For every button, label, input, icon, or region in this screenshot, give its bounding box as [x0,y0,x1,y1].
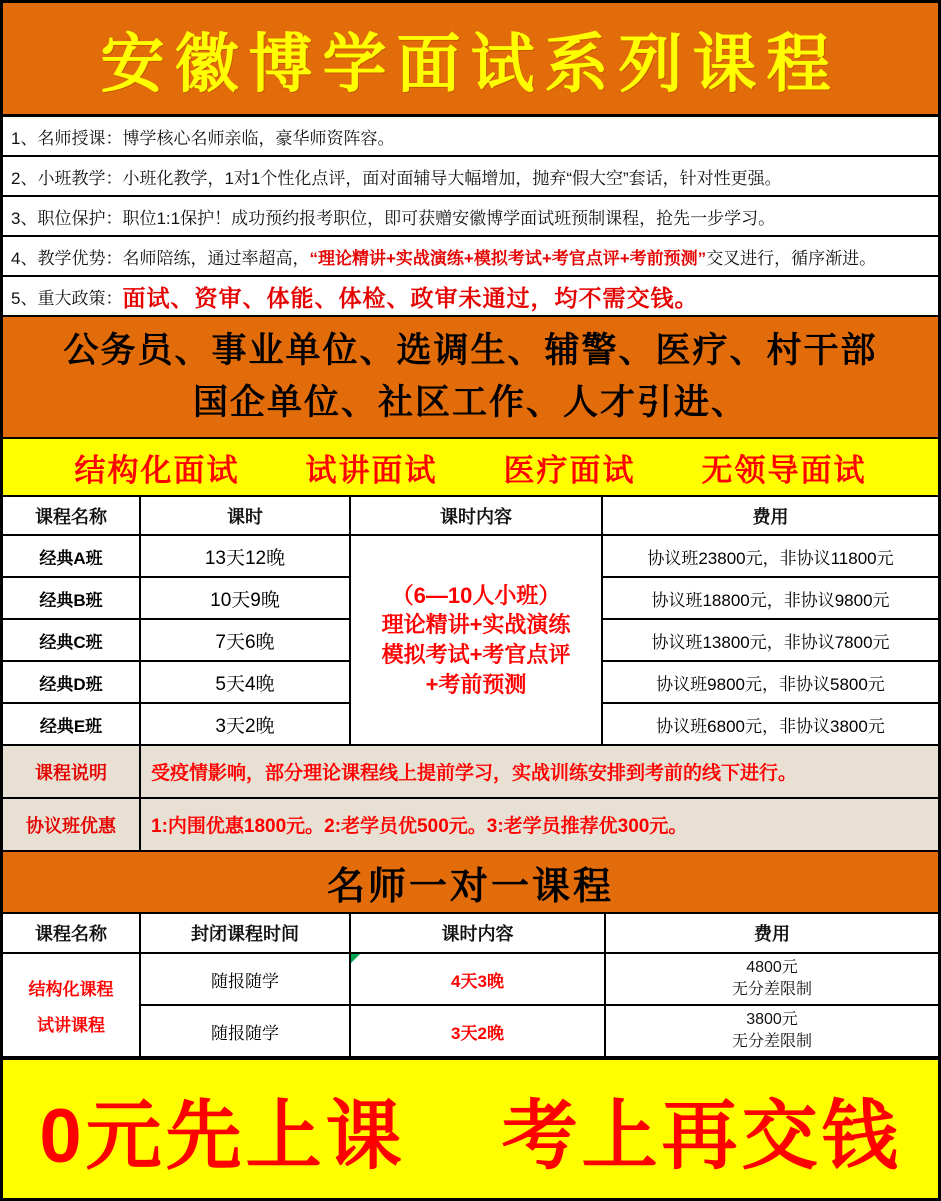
course-fee-cell: 协议班18800元，非协议9800元 [602,577,938,619]
one-on-one-banner: 名师一对一课程 [3,852,938,914]
feature-suffix: 交叉进行，循序渐进。 [706,248,877,268]
one-on-one-course-names-cell [3,953,140,1057]
table-row [3,535,938,577]
note-text: 受疫情影响，部分理论课程线上提前学习，实战训练安排到考前的线下进行。 [140,745,938,798]
col-header-content: 课时内容 [350,497,602,535]
fee-amount: 4800元 [746,958,798,976]
table-row [3,1005,938,1057]
content-line-3: 模拟考试+考官点评 [381,642,571,667]
audience-line-1: 公务员、事业单位、选调生、辅警、医疗、村干部 [63,330,878,370]
course-table-header-row [3,497,938,535]
col-header-course-name: 课程名称 [3,914,140,953]
content-line-1: （6—10人小班） [391,582,561,608]
course-name-lecture: 试讲课程 [37,1015,105,1035]
feature-highlight: “理论精讲+实战演练+模拟考试+考官点评+考前预测” [309,248,707,268]
interview-types-text: 结构化面试 试讲面试 医疗面试 无领导面试 [74,452,867,488]
footer-slogan-right: 考上再交钱 [501,1093,902,1179]
course-duration-cell: 10天9晚 [140,577,350,619]
feature-highlight: 面试、资审、体能、体检、政审未通过，均不需交钱。 [122,284,699,311]
one-on-one-table [3,914,938,1058]
course-content-cell [350,535,602,745]
fee-cell [605,1005,938,1057]
duration-text: 4天3晚 [451,971,504,991]
page-title: 安徽博学面试系列课程 [100,27,841,100]
course-fee-cell: 协议班6800元，非协议3800元 [602,703,938,745]
course-name-cell: 经典B班 [3,577,140,619]
footer-slogan-left: 0元先上课 [39,1093,406,1179]
feature-text: 1、名师授课：博学核心名师亲临，豪华师资阵容。 [11,128,395,148]
fee-condition: 无分差限制 [731,981,812,998]
interview-types-banner [3,439,938,497]
course-fee-cell: 协议班23800元，非协议11800元 [602,535,938,577]
schedule-cell: 随报随学 [140,1005,350,1057]
audience-line-2: 国企单位、社区工作、人才引进、 [192,383,748,422]
note-label: 协议班优惠 [3,798,140,851]
col-header-hours: 课时 [140,497,350,535]
feature-text: 2、小班教学：小班化教学，1对1个性化点评，面对面辅导大幅增加，抛弃“假大空”套话，针对性更强。 [11,168,782,188]
course-table [3,497,938,852]
course-name-cell: 经典C班 [3,619,140,661]
one-on-one-header-row [3,914,938,953]
content-line-2: 理论精讲+实战演练 [381,612,571,638]
table-row [3,953,938,1005]
note-label: 课程说明 [3,745,140,798]
course-duration-cell: 5天4晚 [140,661,350,703]
course-duration-cell: 13天12晚 [140,535,350,577]
course-note-row [3,798,938,851]
duration-cell [350,953,605,1005]
header-banner [3,3,938,117]
col-header-schedule: 封闭课程时间 [140,914,350,953]
audience-banner [3,317,938,439]
fee-amount: 3800元 [746,1010,798,1028]
feature-item-5 [3,277,938,317]
duration-cell [350,1005,605,1057]
fee-cell [605,953,938,1005]
course-name-structured: 结构化课程 [28,979,114,999]
feature-item-1 [3,117,938,157]
course-fee-cell: 协议班13800元，非协议7800元 [602,619,938,661]
course-name-cell: 经典E班 [3,703,140,745]
course-name-cell: 经典D班 [3,661,140,703]
duration-text: 3天2晚 [451,1023,504,1043]
features-list [3,117,938,317]
col-header-fee: 费用 [602,497,938,535]
col-header-course-name: 课程名称 [3,497,140,535]
course-name-cell: 经典A班 [3,535,140,577]
col-header-content: 课时内容 [350,914,605,953]
course-duration-cell: 7天6晚 [140,619,350,661]
feature-text: 5、重大政策： [11,288,123,308]
feature-item-3 [3,197,938,237]
feature-item-4 [3,237,938,277]
feature-text: 3、职位保护：职位1:1保护！成功预约报考职位，即可获赠安徽博学面试班预制课程，抢先一步学习。 [11,208,776,228]
feature-text: 4、教学优势：名师陪练，通过率超高， [11,248,310,268]
course-note-row [3,745,938,798]
fee-condition: 无分差限制 [731,1033,812,1050]
feature-item-2 [3,157,938,197]
note-text: 1:内围优惠1800元。2:老学员优500元。3:老学员推荐优300元。 [140,798,938,851]
footer-banner [3,1058,938,1198]
col-header-fee: 费用 [605,914,938,953]
course-duration-cell: 3天2晚 [140,703,350,745]
course-fee-cell: 协议班9800元，非协议5800元 [602,661,938,703]
cell-corner-marker-icon [351,954,360,963]
schedule-cell: 随报随学 [140,953,350,1005]
content-line-4: +考前预测 [425,671,527,697]
